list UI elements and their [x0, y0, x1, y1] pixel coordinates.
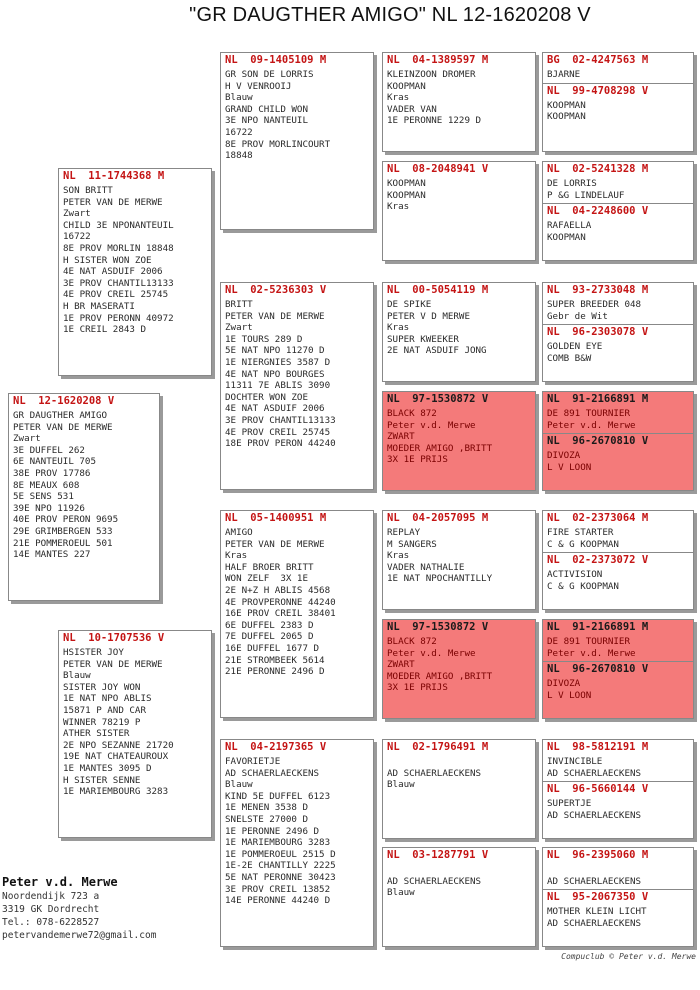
- card-line: 1E CREIL 2843 D: [63, 324, 146, 336]
- card-line: WON ZELF 3X 1E: [225, 573, 308, 585]
- card-line: 15871 P AND CAR: [63, 704, 146, 716]
- ring-number: NL 96-2670810 V: [547, 663, 649, 676]
- card-line: 7E DUFFEL 2065 D: [225, 631, 314, 643]
- card-line: RAFAELLA: [547, 220, 592, 232]
- owner-phone: Tel.: 078-6228527: [2, 917, 100, 928]
- pedigree-card-g5-6: [542, 619, 694, 719]
- card-line: Peter v.d. Merwe: [387, 647, 476, 659]
- card-line: Blauw: [387, 887, 415, 899]
- pedigree-card-g4-6: [382, 619, 536, 719]
- card-line: KOOPMAN: [387, 178, 426, 189]
- card-line: 5E SENS 531: [13, 491, 74, 503]
- card-line: P &G LINDELAUF: [547, 189, 625, 201]
- card-line: [387, 864, 531, 876]
- card-section: [59, 631, 211, 798]
- card-section: [383, 511, 535, 585]
- ring-number: NL 93-2733048 M: [547, 284, 649, 296]
- card-line: CHILD 3E NPONANTEUIL: [63, 219, 174, 231]
- ring-number: NL 09-1405109 M: [225, 54, 327, 66]
- pedigree-card-sire-dam: [220, 282, 374, 490]
- card-section: [383, 392, 535, 466]
- card-line: HSISTER JOY: [63, 647, 124, 658]
- card-line: Kras: [225, 550, 248, 562]
- ring-number: NL 02-5236303 V: [225, 284, 327, 296]
- pedigree-card-g5-1: [542, 52, 694, 152]
- card-line: AD SCHAERLAECKENS: [547, 767, 642, 779]
- ring-number: NL 91-2166891 M: [547, 393, 649, 405]
- card-section: [543, 848, 693, 887]
- ring-number: NL 04-1389597 M: [387, 54, 489, 66]
- card-line: GRAND CHILD WON: [225, 103, 308, 115]
- card-line: VADER VAN: [387, 103, 437, 115]
- card-line: 1E TOURS 289 D: [225, 333, 303, 345]
- card-line: H SISTER WON ZOE: [63, 254, 152, 266]
- card-line: 2E NPO SEZANNE 21720: [63, 739, 174, 751]
- ring-number: NL 97-1530872 V: [387, 621, 489, 633]
- card-line: 4E PROVPERONNE 44240: [225, 596, 336, 608]
- card-section: [543, 661, 693, 701]
- card-line: 21E PERONNE 2496 D: [225, 666, 325, 678]
- pedigree-card-g5-4: [542, 391, 694, 491]
- card-line: 29E GRIMBERGEN 533: [13, 525, 113, 537]
- pedigree-card-g4-4: [382, 391, 536, 491]
- card-section: [383, 620, 535, 694]
- card-line: 1E PERONNE 2496 D: [225, 825, 320, 837]
- ring-number: NL 10-1707536 V: [63, 632, 165, 644]
- card-section: [221, 283, 373, 450]
- card-line: Kras: [387, 322, 410, 334]
- card-section: [221, 740, 373, 907]
- pedigree-card-g5-5: [542, 510, 694, 610]
- card-line: 1E NAT NPO ABLIS: [63, 693, 152, 705]
- card-line: 1E MENEN 3538 D: [225, 802, 308, 814]
- card-line: Blauw: [63, 670, 91, 682]
- pedigree-card-g4-1: [382, 52, 536, 152]
- card-line: [387, 756, 531, 768]
- ring-number: NL 98-5812191 M: [547, 741, 649, 753]
- card-section: [543, 620, 693, 659]
- card-section: [221, 53, 373, 162]
- card-line: Zwart: [63, 208, 91, 220]
- card-line: 5E NAT NPO 11270 D: [225, 345, 325, 357]
- card-line: 39E NPO 11926: [13, 502, 85, 514]
- card-section: [543, 83, 693, 123]
- card-line: PETER VAN DE MERWE: [63, 196, 163, 208]
- card-line: 6E NANTEUIL 705: [13, 456, 96, 468]
- card-line: SUPERTJE: [547, 798, 592, 810]
- card-line: SUPER BREEDER 048: [547, 299, 642, 310]
- card-line: 3E PROV CHANTIL13133: [63, 277, 174, 289]
- card-line: 16722: [225, 126, 253, 138]
- card-line: COMB B&W: [547, 352, 592, 364]
- card-section: [543, 511, 693, 550]
- ring-number: NL 91-2166891 M: [547, 621, 649, 633]
- card-line: FIRE STARTER: [547, 527, 614, 538]
- card-line: Blauw: [225, 779, 253, 791]
- card-line: DOCHTER WON ZOE: [225, 391, 308, 403]
- card-section: [543, 433, 693, 473]
- ring-number: NL 11-1744368 M: [63, 170, 165, 182]
- card-line: BLACK 872: [387, 408, 437, 419]
- footer-credit: Compuclub © Peter v.d. Merwe: [561, 952, 696, 961]
- ring-number: NL 02-2373072 V: [547, 554, 649, 567]
- card-line: PETER VAN DE MERWE: [225, 310, 325, 322]
- card-line: 19E NAT CHATEAUROUX: [63, 751, 169, 763]
- card-line: PETER VAN DE MERWE: [63, 658, 163, 670]
- card-line: Kras: [387, 201, 410, 213]
- card-line: DIVOZA: [547, 678, 581, 690]
- owner-email: petervandemerwe72@gmail.com: [2, 930, 157, 941]
- owner-address: Noordendijk 723 a: [2, 891, 100, 902]
- pedigree-card-dam: [58, 630, 212, 838]
- ring-number: NL 97-1530872 V: [387, 393, 489, 405]
- card-line: HALF BROER BRITT: [225, 561, 314, 573]
- card-line: [547, 864, 689, 876]
- ring-number: NL 99-4708298 V: [547, 84, 649, 97]
- card-line: KOOPMAN: [387, 189, 426, 201]
- card-section: [9, 394, 159, 561]
- card-line: Zwart: [13, 433, 41, 445]
- pedigree-card-g4-3: [382, 282, 536, 382]
- card-line: 4E NAT NPO BOURGES: [225, 368, 325, 380]
- card-line: Zwart: [225, 322, 253, 334]
- card-section: [543, 203, 693, 243]
- card-line: 3E DUFFEL 262: [13, 444, 85, 456]
- card-line: BRITT: [225, 299, 253, 310]
- card-line: INVINCIBLE: [547, 756, 603, 767]
- card-line: FAVORIETJE: [225, 756, 281, 767]
- ring-number: NL 08-2048941 V: [387, 163, 489, 175]
- ring-number: NL 04-2248600 V: [547, 205, 649, 218]
- card-line: AD SCHAERLAECKENS: [387, 767, 482, 779]
- card-line: 11311 7E ABLIS 3090: [225, 380, 331, 392]
- card-line: H SISTER SENNE: [63, 774, 141, 786]
- card-section: [59, 169, 211, 336]
- card-line: 1E MARIEMBOURG 3283: [63, 786, 169, 798]
- card-section: [383, 283, 535, 357]
- ring-number: BG 02-4247563 M: [547, 54, 649, 66]
- card-line: AD SCHAERLAECKENS: [547, 875, 642, 887]
- owner-name: Peter v.d. Merwe: [2, 875, 118, 889]
- ring-number: NL 04-2057095 M: [387, 512, 489, 524]
- card-line: VADER NATHALIE: [387, 561, 465, 573]
- pedigree-title: "GR DAUGTHER AMIGO" NL 12-1620208 V: [189, 4, 591, 26]
- card-line: KOOPMAN: [547, 231, 586, 243]
- card-line: 3E PROV CREIL 13852: [225, 883, 331, 895]
- card-line: C & G KOOPMAN: [547, 538, 619, 550]
- card-section: [543, 283, 693, 322]
- ring-number: NL 00-5054119 M: [387, 284, 489, 296]
- card-section: [383, 53, 535, 127]
- ring-number: NL 03-1287791 V: [387, 849, 489, 861]
- pedigree-card-g5-2: [542, 161, 694, 261]
- card-line: DE LORRIS: [547, 178, 597, 189]
- card-line: 21E STROMBEEK 5614: [225, 654, 325, 666]
- card-line: Kras: [387, 550, 410, 562]
- card-line: DIVOZA: [547, 450, 581, 462]
- pedigree-card-g5-7: [542, 739, 694, 839]
- card-section: [543, 392, 693, 431]
- card-line: C & G KOOPMAN: [547, 580, 619, 592]
- card-line: SUPER KWEEKER: [387, 333, 459, 345]
- card-section: [543, 740, 693, 779]
- card-line: 1E NIERGNIES 3587 D: [225, 356, 331, 368]
- card-line: PETER VAN DE MERWE: [13, 421, 113, 433]
- card-line: Peter v.d. Merwe: [387, 419, 476, 431]
- card-line: 4E PROV CREIL 25745: [63, 289, 169, 301]
- card-line: ZWART: [387, 659, 415, 671]
- card-section: [543, 781, 693, 821]
- card-line: KOOPMAN: [547, 99, 586, 111]
- ring-number: NL 12-1620208 V: [13, 395, 115, 407]
- card-line: Peter v.d. Merwe: [547, 647, 636, 659]
- card-line: L V LOON: [547, 689, 592, 701]
- card-line: 3X 1E PRIJS: [387, 454, 448, 466]
- ring-number: NL 96-2303078 V: [547, 326, 649, 339]
- card-line: AD SCHAERLAECKENS: [387, 875, 482, 887]
- card-line: Kras: [387, 92, 410, 104]
- card-line: WINNER 78219 P: [63, 716, 141, 728]
- card-line: 4E PROV CREIL 25745: [225, 426, 331, 438]
- card-line: 1E POMMEROEUL 2515 D: [225, 848, 336, 860]
- card-line: 16E DUFFEL 1677 D: [225, 642, 320, 654]
- pedigree-card-sire: [58, 168, 212, 376]
- card-line: BLACK 872: [387, 636, 437, 647]
- card-section: [543, 552, 693, 592]
- card-line: 38E PROV 17786: [13, 467, 91, 479]
- card-line: 1E PROV PERONN 40972: [63, 312, 174, 324]
- card-line: DE 891 TOURNIER: [547, 408, 630, 419]
- card-line: MOTHER KLEIN LICHT: [547, 906, 647, 918]
- card-line: Blauw: [225, 92, 253, 104]
- card-line: 1E-2E CHANTILLY 2225: [225, 860, 336, 872]
- card-line: 8E PROV MORLIN 18848: [63, 242, 174, 254]
- card-line: 16722: [63, 231, 91, 243]
- card-line: 1E PERONNE 1229 D: [387, 115, 482, 127]
- card-line: AD SCHAERLAECKENS: [225, 767, 320, 779]
- card-line: 3E NPO NANTEUIL: [225, 115, 308, 127]
- ring-number: NL 96-2395060 M: [547, 849, 649, 861]
- card-line: 2E N+Z H ABLIS 4568: [225, 584, 331, 596]
- card-line: DE 891 TOURNIER: [547, 636, 630, 647]
- pedigree-card-sire-sire: [220, 52, 374, 230]
- card-line: 1E MANTES 3095 D: [63, 762, 152, 774]
- card-line: H V VENROOIJ: [225, 80, 292, 92]
- card-section: [543, 53, 693, 81]
- card-line: ZWART: [387, 431, 415, 443]
- card-line: DE SPIKE: [387, 299, 432, 310]
- card-line: 8E MEAUX 608: [13, 479, 80, 491]
- card-line: 21E POMMEROEUL 501: [13, 537, 113, 549]
- card-line: 6E DUFFEL 2383 D: [225, 619, 314, 631]
- card-line: 14E MANTES 227: [13, 549, 91, 561]
- card-line: 3E PROV CHANTIL13133: [225, 414, 336, 426]
- card-line: PETER V D MERWE: [387, 310, 470, 322]
- card-section: [221, 511, 373, 678]
- card-line: Peter v.d. Merwe: [547, 419, 636, 431]
- card-line: ACTIVISION: [547, 569, 603, 581]
- card-section: [543, 889, 693, 929]
- pedigree-card-dam-sire: [220, 510, 374, 718]
- card-section: [543, 162, 693, 201]
- card-line: 3X 1E PRIJS: [387, 682, 448, 694]
- pedigree-card-g5-3: [542, 282, 694, 382]
- pedigree-card-g4-8: [382, 847, 536, 947]
- ring-number: NL 95-2067350 V: [547, 891, 649, 904]
- card-section: [383, 740, 535, 791]
- card-line: 18848: [225, 150, 253, 162]
- card-line: 40E PROV PERON 9695: [13, 514, 119, 526]
- ring-number: NL 02-1796491 M: [387, 741, 489, 753]
- card-line: KOOPMAN: [547, 111, 586, 123]
- pedigree-card-dam-dam: [220, 739, 374, 947]
- card-line: 18E PROV PERON 44240: [225, 438, 336, 450]
- card-line: 4E NAT ASDUIF 2006: [225, 403, 325, 415]
- card-line: 2E NAT ASDUIF JONG: [387, 345, 487, 357]
- card-line: ATHER SISTER: [63, 728, 130, 740]
- card-line: KLEINZOON DROMER: [387, 69, 476, 80]
- card-line: KIND 5E DUFFEL 6123: [225, 790, 331, 802]
- pedigree-card-g4-2: [382, 161, 536, 261]
- card-line: SISTER JOY WON: [63, 681, 141, 693]
- pedigree-card-subject: [8, 393, 160, 601]
- card-line: PETER VAN DE MERWE: [225, 538, 325, 550]
- card-line: BJARNE: [547, 69, 581, 80]
- card-line: 8E PROV MORLINCOURT: [225, 138, 331, 150]
- card-line: SNELSTE 27000 D: [225, 813, 308, 825]
- card-line: SON BRITT: [63, 185, 113, 196]
- ring-number: NL 96-2670810 V: [547, 435, 649, 448]
- card-line: AMIGO: [225, 527, 253, 538]
- ring-number: NL 02-5241328 M: [547, 163, 649, 175]
- owner-contact: [2, 874, 156, 942]
- card-section: [383, 848, 535, 899]
- ring-number: NL 96-5660144 V: [547, 783, 649, 796]
- card-line: M SANGERS: [387, 538, 437, 550]
- card-line: MOEDER AMIGO ,BRITT: [387, 442, 493, 454]
- pedigree-card-g5-8: [542, 847, 694, 947]
- owner-city: 3319 GK Dordrecht: [2, 904, 100, 915]
- card-line: 16E PROV CREIL 38401: [225, 608, 336, 620]
- card-section: [543, 324, 693, 364]
- card-line: Gebr de Wit: [547, 310, 608, 322]
- pedigree-card-g4-5: [382, 510, 536, 610]
- card-line: 1E NAT NPOCHANTILLY: [387, 573, 493, 585]
- card-line: AD SCHAERLAECKENS: [547, 809, 642, 821]
- card-line: 14E PERONNE 44240 D: [225, 895, 331, 907]
- ring-number: NL 02-2373064 M: [547, 512, 649, 524]
- card-line: Blauw: [387, 779, 415, 791]
- card-line: L V LOON: [547, 461, 592, 473]
- card-line: H BR MASERATI: [63, 300, 135, 312]
- card-line: MOEDER AMIGO ,BRITT: [387, 670, 493, 682]
- card-line: GR SON DE LORRIS: [225, 69, 314, 80]
- ring-number: NL 04-2197365 V: [225, 741, 327, 753]
- ring-number: NL 05-1400951 M: [225, 512, 327, 524]
- card-line: 5E NAT PERONNE 30423: [225, 871, 336, 883]
- card-line: 4E NAT ASDUIF 2006: [63, 266, 163, 278]
- card-line: KOOPMAN: [387, 80, 426, 92]
- card-line: 1E MARIEMBOURG 3283: [225, 837, 331, 849]
- card-line: GR DAUGTHER AMIGO: [13, 410, 108, 421]
- card-line: AD SCHAERLAECKENS: [547, 917, 642, 929]
- card-line: GOLDEN EYE: [547, 341, 603, 353]
- pedigree-card-g4-7: [382, 739, 536, 839]
- card-line: REPLAY: [387, 527, 421, 538]
- card-section: [383, 162, 535, 213]
